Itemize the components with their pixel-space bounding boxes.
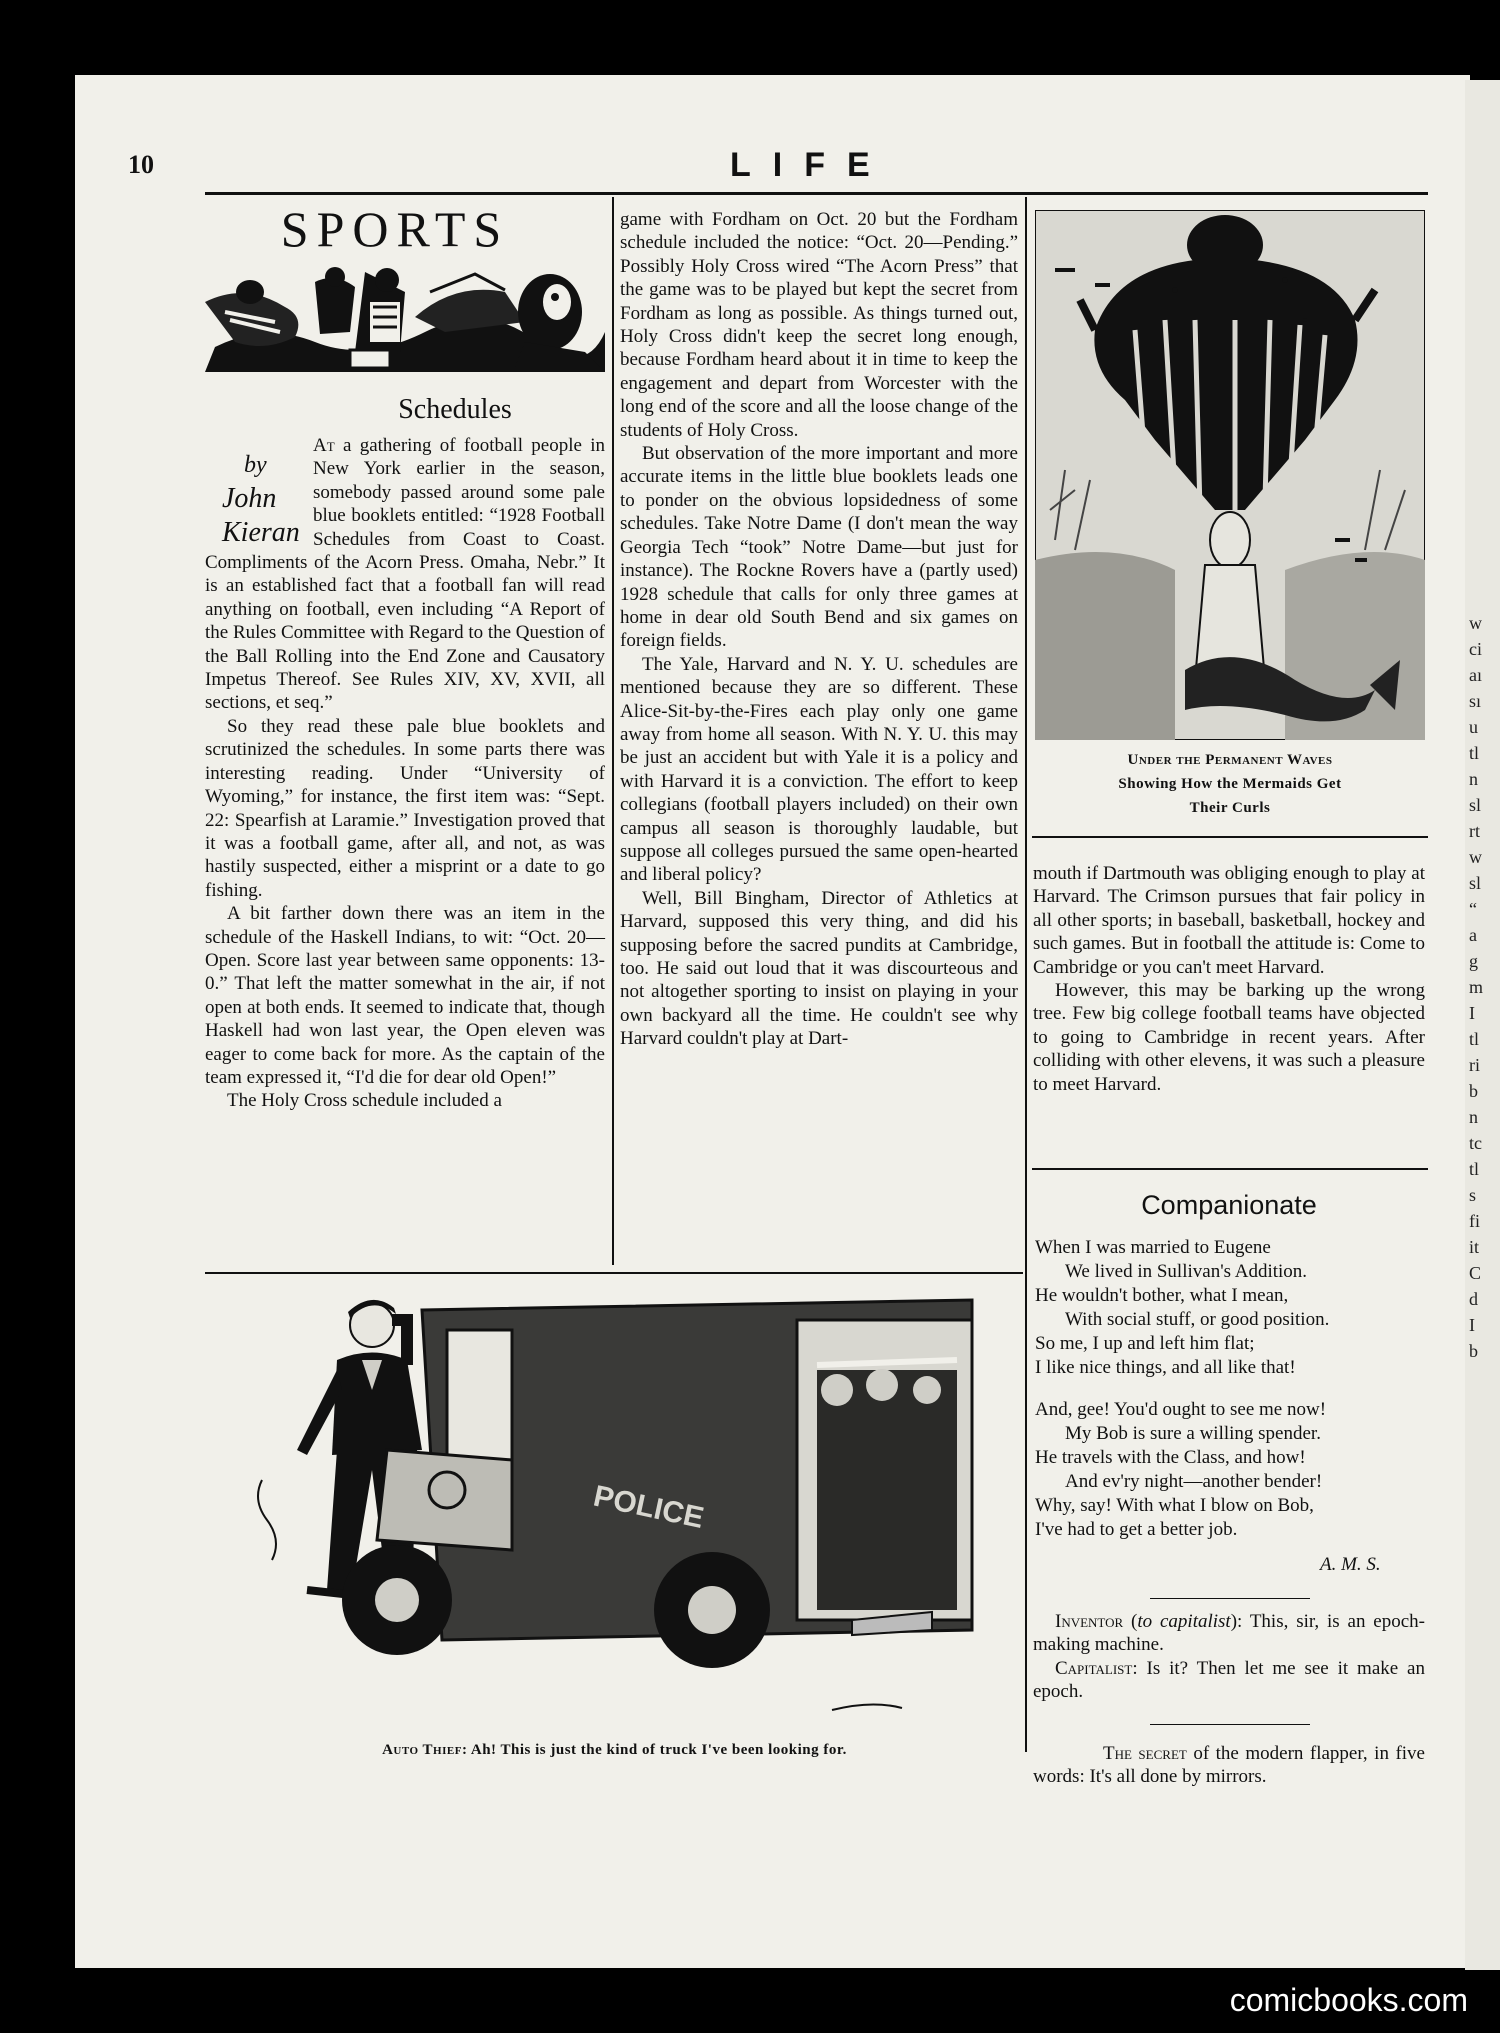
next-page-letter: tl xyxy=(1469,743,1480,763)
next-page-letter: sl xyxy=(1469,795,1482,815)
magazine-masthead: LIFE xyxy=(730,146,892,184)
byline-first-name: John xyxy=(222,483,277,514)
joke-inventor: Inventor (to capitalist): This, sir, is an epoch-making machine. Capitalist: Is it? Then let me see it make an epoch. xyxy=(1033,1611,1425,1703)
next-page-letter: n xyxy=(1469,1107,1478,1127)
next-page-letter: w xyxy=(1469,847,1482,867)
column-rule-1 xyxy=(612,197,614,1265)
article-paragraph: The Yale, Harvard and N. Y. U. schedules are mentioned because they are so different. These Alice-Sit-by-the-Fires each play only one game away from home all season. With N. Y. U. this may be just an accident but with Yale it is a policy and with Harvard it is a conviction. The effort to keep collegians (football players included) on their own campus all season is thoroughly laudable, but suppose all colleges pursued the same open-hearted and liberal policy? xyxy=(620,653,1018,886)
byline-by: by xyxy=(244,452,267,478)
mermaid-caption xyxy=(1035,748,1425,820)
next-page-letter: w xyxy=(1469,613,1482,633)
truck-caption-speaker: Auto Thief xyxy=(382,1742,462,1758)
next-page-letter: tc xyxy=(1469,1133,1482,1153)
capitalist-text: : Is it? Then let me see it make an epoch. xyxy=(1033,1657,1425,1703)
watermark: comicbooks.com xyxy=(1229,1982,1468,2018)
sports-banner-illustration xyxy=(205,262,605,372)
poem-line: So me, I up and left him flat; xyxy=(1035,1333,1255,1354)
poem-signature: A. M. S. xyxy=(1320,1554,1381,1575)
poem-title: Companionate xyxy=(1141,1190,1317,1220)
next-page-letter: b xyxy=(1469,1341,1478,1361)
poem-line: We lived in Sullivan's Addition. xyxy=(1065,1261,1308,1282)
mermaid-caption-line2: Showing How the Mermaids Get xyxy=(1118,776,1342,792)
truck-cartoon xyxy=(212,1290,1017,1730)
flapper-text: of the modern flapper, in five words: It's all done by mirrors. xyxy=(1033,1743,1425,1788)
poem-line: And ev'ry night—another bender! xyxy=(1065,1471,1323,1492)
article-paragraph: mouth if Dartmouth was obliging enough to play at Harvard. The Crimson pursues that fair policy in all other sports; in baseball, basketball, hockey and such games. But in football the attitude is: Come to Cambridge or you can't meet Harvard. xyxy=(1033,863,1425,978)
next-page-letter: tl xyxy=(1469,1029,1480,1049)
lead-initial: A xyxy=(313,435,327,456)
byline-last-name: Kieran xyxy=(222,517,300,548)
article-paragraph: But observation of the more important and more accurate items in the little blue booklets leads one to ponder on the obvious lopsidedness of some schedules. Take Notre Dame (I don't mean the way Georgia Tech “took” Notre Dame—but just for instance). The Rockne Rovers have a (partly used) 1928 schedule that calls for only three games at home in dear old South Bend and six games on foreign fields. xyxy=(620,443,1018,652)
article-paragraph: The Holy Cross schedule included a xyxy=(227,1090,502,1112)
next-page-edge xyxy=(1465,80,1500,1970)
truck-lettering: POLICE xyxy=(590,1479,707,1536)
truck-caption xyxy=(212,1742,1017,1759)
next-page-letter: g xyxy=(1469,951,1478,971)
next-page-letter: ri xyxy=(1469,1055,1480,1075)
header-rule xyxy=(205,192,1428,195)
poem-line: When I was married to Eugene xyxy=(1035,1237,1271,1258)
mermaid-illustration xyxy=(1035,210,1425,740)
next-page-letter: ci xyxy=(1469,639,1482,659)
truck-caption-text: : Ah! This is just the kind of truck I've been looking for. xyxy=(461,1742,847,1758)
poem-line: With social stuff, or good position. xyxy=(1065,1309,1330,1330)
next-page-letter: d xyxy=(1469,1289,1478,1309)
article-column-3 xyxy=(1033,862,1425,1096)
article-paragraph: So they read these pale blue booklets and scrutinized the schedules. In some parts there was interesting reading. Under “University of Wyoming,” for instance, the first item was: “Sept. 22: Spearfish at Laramie.” Investigation proved that it was a football game, after all, and not, as was hastily suspected, either a misprint or a date to go fishing. xyxy=(205,715,605,901)
next-page-letter: it xyxy=(1469,1237,1480,1257)
next-page-letter: s xyxy=(1469,1185,1477,1205)
poem-rule xyxy=(1032,1168,1428,1170)
joke-rule-1 xyxy=(1150,1598,1310,1599)
article-column-2 xyxy=(620,208,1018,1051)
cartoon-rule xyxy=(205,1272,1023,1274)
flapper-lead: The secret xyxy=(1103,1743,1187,1764)
mermaid-caption-line1: Under the Permanent Waves xyxy=(1127,752,1333,768)
inventor-label: Inventor xyxy=(1055,1611,1124,1632)
next-page-letter: I xyxy=(1469,1315,1475,1335)
next-page-letter: I xyxy=(1469,1003,1475,1023)
lead-text: a gathering of football people in New York earlier in the season, somebody passed around some pale blue booklets entitled: “1928 Football Schedules from Coast to Coast. Compliments of the Acorn Press. Omaha, Nebr.” It is an established fact that a football fan will read anything on football, even including “A Report of the Rules Committee with Regard to the Question of the Ball Rolling into the End Zone and Causatory Impetus Thereof. See Rules XIV, XV, XVII, all sections, et seq.” xyxy=(205,435,605,714)
inventor-aside: to capitalist xyxy=(1137,1611,1231,1632)
next-page-letter: u xyxy=(1469,717,1478,737)
article-paragraph: However, this may be barking up the wrong tree. Few big college football teams have objected to going to Cambridge in recent years. After colliding with other elevens, it was such a pleasure to meet Harvard. xyxy=(1033,980,1425,1095)
next-page-letter: “ xyxy=(1469,899,1477,919)
next-page-letter: m xyxy=(1469,977,1484,997)
next-page-letter: sl xyxy=(1469,873,1482,893)
column-rule-2 xyxy=(1025,197,1027,1752)
poem-line: Why, say! With what I blow on Bob, xyxy=(1035,1495,1314,1516)
page-number: 10 xyxy=(128,150,154,179)
next-page-fragment xyxy=(1469,610,1499,1364)
next-page-letter: a xyxy=(1469,925,1477,945)
article-paragraph: game with Fordham on Oct. 20 but the Fordham schedule included the notice: “Oct. 20—Pending.” Possibly Holy Cross wired “The Acorn Press” that the game was to be played but kept the secret from Fordham as long as possible. As things turned out, Holy Cross didn't keep the secret long enough, because Fordham heard about it in time to keep the engagement and depart from Worcester with the long end of the score and all the loose change of the students of Holy Cross. xyxy=(620,209,1018,441)
poem-body xyxy=(1035,1236,1425,1542)
inventor-text: : This, sir, is an epoch-making machine. xyxy=(1033,1611,1425,1656)
poem-line: He travels with the Class, and how! xyxy=(1035,1447,1306,1468)
article-heading: Schedules xyxy=(398,394,512,425)
next-page-letter: rt xyxy=(1469,821,1480,841)
poem-line: My Bob is sure a willing spender. xyxy=(1065,1423,1321,1444)
mermaid-bottom-rule xyxy=(1032,836,1428,838)
next-page-letter: n xyxy=(1469,769,1478,789)
sports-title: SPORTS xyxy=(280,201,510,257)
next-page-letter: b xyxy=(1469,1081,1478,1101)
joke-rule-2 xyxy=(1150,1724,1310,1725)
next-page-letter: tl xyxy=(1469,1159,1480,1179)
article-paragraph: Well, Bill Bingham, Director of Athletics at Harvard, supposed this very thing, and did his supposing before the sacred pundits at Cambridge, too. He said out loud that it was discourteous and not altogether sporting to insist on playing in your own backyard all the time. He couldn't see why Harvard couldn't play at Dart- xyxy=(620,887,1018,1050)
capitalist-label: Capitalist xyxy=(1055,1657,1133,1679)
next-page-letter: C xyxy=(1469,1263,1482,1283)
joke-flapper xyxy=(1033,1742,1425,1789)
poem-line: I've had to get a better job. xyxy=(1035,1519,1238,1540)
poem-line: And, gee! You'd ought to see me now! xyxy=(1035,1399,1327,1420)
next-page-letter: fi xyxy=(1469,1211,1480,1231)
article-paragraph: A bit farther down there was an item in the schedule of the Haskell Indians, to wit: “Oct. 20—Open. Score last year between same opponents: 13-0.” That left the matter somewhat in the air, if not open at both ends. It seemed to indicate that, though Haskell had won last year, the Open eleven was eager to come back for more. As the captain of the team expressed it, “I'd die for dear old Open!” xyxy=(205,903,605,1088)
mermaid-caption-line3: Their Curls xyxy=(1189,800,1271,816)
article-column-1 xyxy=(205,434,605,1113)
next-page-letter: sı xyxy=(1469,691,1482,711)
poem-line: I like nice things, and all like that! xyxy=(1035,1357,1296,1378)
poem-line: He wouldn't bother, what I mean, xyxy=(1035,1285,1289,1306)
next-page-letter: aı xyxy=(1469,665,1482,685)
lead-smallcaps: t xyxy=(326,435,335,456)
